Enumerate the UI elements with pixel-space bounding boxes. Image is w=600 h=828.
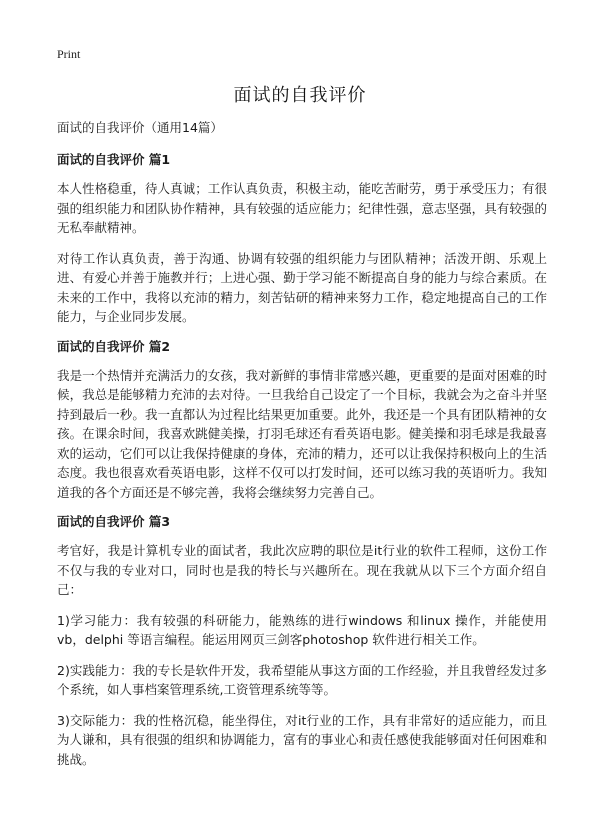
section-heading: 面试的自我评价 篇3: [57, 514, 171, 529]
section-3: [57, 513, 547, 769]
section-heading: 面试的自我评价 篇1: [57, 152, 171, 167]
paragraph: 1)学习能力：我有较强的科研能力，能熟练的进行windows 和linux 操作，并能使用vb，delphi 等语言编程。能运用网页三剑客photoshop 软件进行相关工作。: [57, 612, 547, 647]
paragraph: 对待工作认真负责，善于沟通、协调有较强的组织能力与团队精神；活泼开朗、乐观上进、有爱心并善于施教并行；上进心强、勤于学习能不断提高自身的能力与综合素质。在未来的工作中，我将以充沛的精力，刻苦钻研的精神来努力工作，稳定地提高自己的工作能力，与企业同步发展。: [57, 250, 547, 324]
document-subtitle: 面试的自我评价（通用14篇）: [57, 120, 223, 135]
print-label: Print: [57, 47, 81, 61]
document-content: [57, 119, 547, 780]
paragraph: 考官好，我是计算机专业的面试者，我此次应聘的职位是it行业的软件工程师，这份工作不仅与我的专业对口，同时也是我的特长与兴趣所在。现在我就从以下三个方面介绍自己：: [57, 543, 547, 597]
paragraph: 本人性格稳重，待人真诚；工作认真负责，积极主动，能吃苦耐劳，勇于承受压力；有很强的组织能力和团队协作精神，具有较强的适应能力；纪律性强，意志坚强，具有较强的无私奉献精神。: [57, 181, 547, 235]
section-heading: 面试的自我评价 篇2: [57, 338, 171, 354]
section-2: [57, 338, 547, 503]
section-1: [57, 151, 547, 327]
document-title: 面试的自我评价: [233, 85, 367, 106]
paragraph: 我是一个热情并充满活力的女孩，我对新鲜的事情非常感兴趣，更重要的是面对困难的时候，我总是能够精力充沛的去对待。一旦我给自己设定了一个目标，我就会为之奋斗并坚持到最后一秒。我一直都认为过程比结果更加重要。此外，我还是一个具有团队精神的女孩。在课余时间，我喜欢跳健美操，打羽毛球还有看英语电影。健美操和羽毛球是我最喜欢的运动，它们可以让我保持健康的身体，充沛的精力，还可以让我保持积极向上的生活态度。我也很喜欢看英语电影，这样不仅可以打发时间，还可以练习我的英语听力。我知道我的各个方面还是不够完善，我将会继续努力完善自己。: [57, 367, 547, 500]
paragraph: 2)实践能力：我的专长是软件开发，我希望能从事这方面的工作经验，并且我曾经发过多个系统，如人事档案管理系统,工资管理系统等等。: [57, 662, 547, 697]
paragraph: 3)交际能力：我的性格沉稳，能坐得住，对it行业的工作，具有非常好的适应能力，而且为人谦和，具有很强的组织和协调能力，富有的事业心和责任感使我能够面对任何困难和挑战。: [57, 712, 547, 767]
